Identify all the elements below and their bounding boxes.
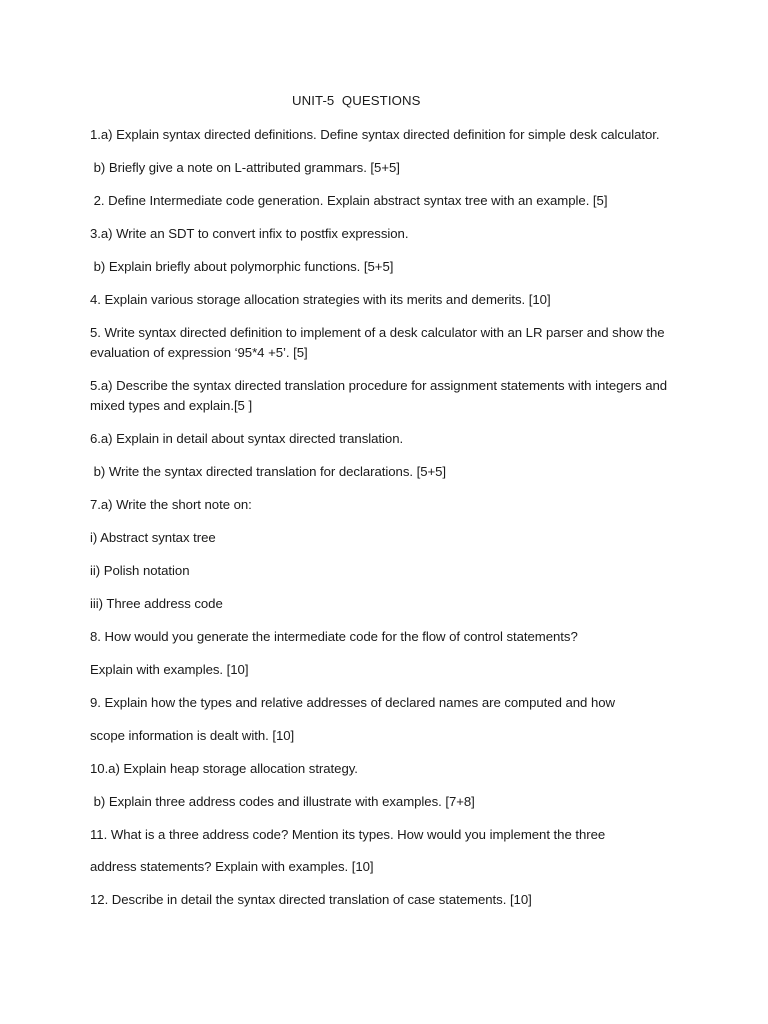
question-12: 12. Describe in detail the syntax directed translation of case statements. [10] (90, 892, 532, 907)
question-6b: b) Write the syntax directed translation for declarations. [5+5] (90, 464, 447, 479)
question-10a: 10.a) Explain heap storage allocation strategy. (90, 761, 358, 776)
question-8-line-1: 8. How would you generate the intermediate code for the flow of control statements? (90, 629, 578, 644)
question-3a: 3.a) Write an SDT to convert infix to postfix expression. (90, 226, 409, 241)
question-9-line-1: 9. Explain how the types and relative addresses of declared names are computed and how (90, 695, 615, 710)
question-7a: 7.a) Write the short note on: (90, 497, 252, 512)
question-7a-item-iii: iii) Three address code (90, 596, 223, 611)
question-4: 4. Explain various storage allocation strategies with its merits and demerits. [10] (90, 292, 551, 307)
question-9-line-2: scope information is dealt with. [10] (90, 728, 295, 743)
question-5-line-2: evaluation of expression ‘95*4 +5’. [5] (90, 345, 308, 360)
question-7a-item-ii: ii) Polish notation (90, 563, 190, 578)
question-8-line-2: Explain with examples. [10] (90, 662, 249, 677)
question-11-line-1: 11. What is a three address code? Mention its types. How would you implement the three (90, 827, 606, 842)
question-5-line-1: 5. Write syntax directed definition to implement of a desk calculator with an LR parser and show the (90, 325, 665, 340)
question-1a: 1.a) Explain syntax directed definitions. Define syntax directed definition for simple desk calculator. (90, 127, 660, 142)
question-5a-line-2: mixed types and explain.[5 ] (90, 398, 253, 413)
page-title: UNIT-5 QUESTIONS (292, 93, 421, 108)
question-5a-line-1: 5.a) Describe the syntax directed translation procedure for assignment statements with integers and (90, 378, 668, 393)
question-6a: 6.a) Explain in detail about syntax directed translation. (90, 431, 404, 446)
question-3b: b) Explain briefly about polymorphic functions. [5+5] (90, 259, 394, 274)
question-1b: b) Briefly give a note on L-attributed grammars. [5+5] (90, 160, 400, 175)
question-11-line-2: address statements? Explain with examples. [10] (90, 859, 374, 874)
question-10b: b) Explain three address codes and illustrate with examples. [7+8] (90, 794, 475, 809)
question-7a-item-i: i) Abstract syntax tree (90, 530, 216, 545)
question-2: 2. Define Intermediate code generation. Explain abstract syntax tree with an example. [5] (90, 193, 608, 208)
